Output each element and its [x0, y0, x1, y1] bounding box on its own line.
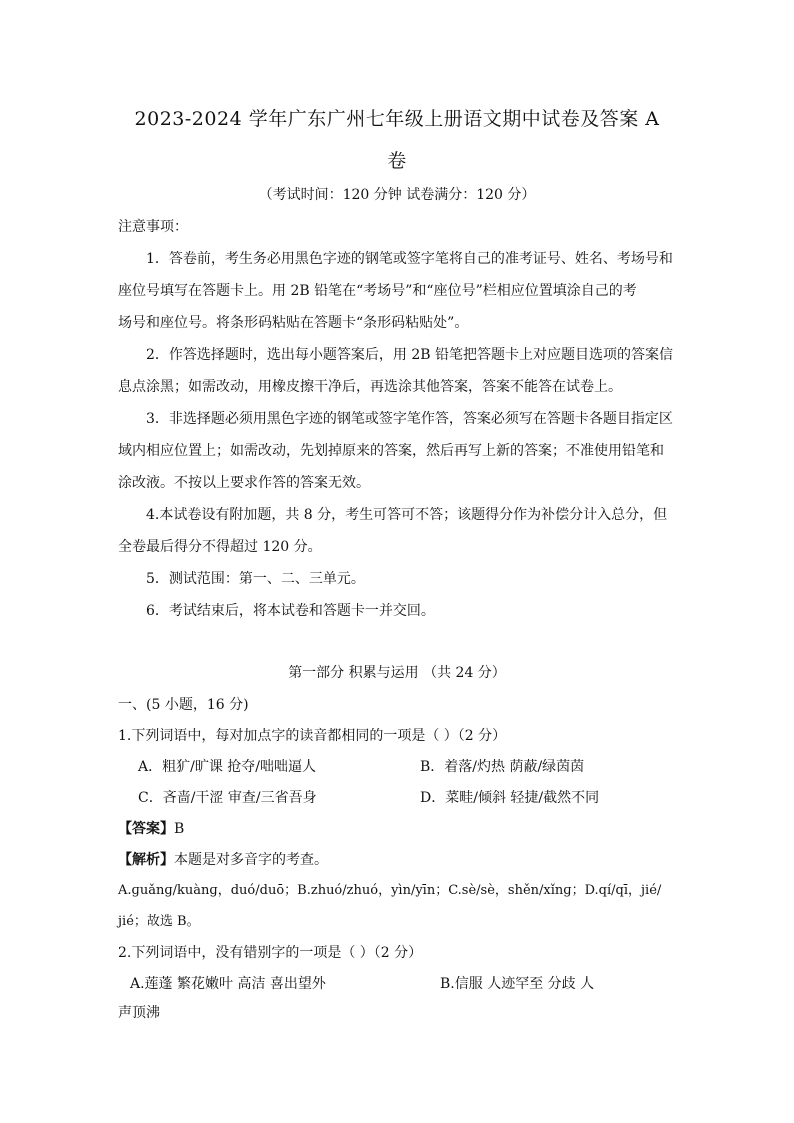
note-3-line-3: 涂改液。不按以上要求作答的答案无效。 — [118, 475, 370, 491]
answer-tag: 【答案】 — [118, 821, 174, 837]
question-1-option-d: D．菜畦/倾斜 轻捷/截然不同 — [420, 790, 600, 806]
question-1-stem: 1.下列词语中，每对加点字的读音都相同的一项是（ ）（2 分） — [118, 728, 507, 744]
question-1-option-c: C．吝啬/干涩 审查/三省吾身 — [138, 790, 317, 806]
question-1-analysis — [118, 851, 328, 869]
note-1-line-3: 场号和座位号。将条形码粘贴在答题卡“条形码粘贴处”。 — [118, 315, 469, 331]
answer-value: B — [174, 821, 185, 837]
question-2-option-a: A.莲蓬 繁花嫩叶 高洁 喜出望外 — [130, 976, 326, 992]
note-6: 6．考试结束后，将本试卷和答题卡一并交回。 — [146, 603, 435, 619]
part-1-heading: 第一部分 积累与运用 （共 24 分） — [288, 665, 506, 681]
question-2-option-b: B.信服 人迹罕至 分歧 人 — [440, 976, 595, 992]
note-1-line-2: 座位号填写在答题卡上。用 2B 铅笔在“考场号”和“座位号”栏相应位置填涂自己的考 — [118, 283, 637, 299]
document-title-line-1: 2023-2024 学年广东广州七年级上册语文期中试卷及答案 A — [134, 108, 660, 130]
note-3-line-1: 3．非选择题必须用黑色字迹的钢笔或签字笔作答，答案必须写在答题卡各题目指定区 — [146, 411, 673, 427]
document-title-line-2: 卷 — [387, 150, 407, 172]
note-4-line-1: 4.本试卷设有附加题，共 8 分，考生可答可不答；该题得分作为补偿分计入总分，但 — [146, 507, 668, 523]
note-1-line-1: 1．答卷前，考生务必用黑色字迹的钢笔或签字笔将自己的准考证号、姓名、考场号和 — [146, 251, 673, 267]
exam-info: （考试时间：120 分钟 试卷满分：120 分） — [258, 187, 536, 203]
question-1-option-a: A．粗犷/旷课 抢夺/咄咄逼人 — [138, 759, 316, 775]
question-2-stem: 2.下列词语中，没有错别字的一项是（ ）（2 分） — [118, 945, 423, 961]
notes-heading: 注意事项： — [118, 219, 188, 235]
analysis-text: 本题是对多音字的考查。 — [174, 852, 328, 868]
question-1-pinyin-line-2: jié；故选 B。 — [118, 914, 200, 929]
note-2-line-2: 息点涂黑；如需改动，用橡皮擦干净后，再选涂其他答案，答案不能答在试卷上。 — [118, 379, 622, 395]
question-1-option-b: B．着落/灼热 荫蔽/绿茵茵 — [420, 759, 585, 775]
question-2-option-b-continued: 声顶沸 — [118, 1005, 160, 1021]
analysis-tag: 【解析】 — [118, 852, 174, 868]
note-5: 5．测试范围：第一、二、三单元。 — [146, 571, 365, 587]
question-1-answer — [118, 820, 184, 838]
note-4-line-2: 全卷最后得分不得超过 120 分。 — [118, 539, 322, 555]
question-1-pinyin-line-1: A.ɡuǎnɡ/kuànɡ，duó/duō；B.zhuó/zhuó，yìn/yīn；C.sè/sè，shěn/xǐnɡ；D.qí/qī，jié/ — [118, 883, 662, 898]
note-2-line-1: 2．作答选择题时，选出每小题答案后，用 2B 铅笔把答题卡上对应题目选项的答案信 — [146, 347, 674, 363]
section-1-heading: 一、(5 小题，16 分) — [118, 697, 249, 713]
note-3-line-2: 域内相应位置上；如需改动，先划掉原来的答案，然后再写上新的答案；不准使用铅笔和 — [118, 443, 664, 459]
